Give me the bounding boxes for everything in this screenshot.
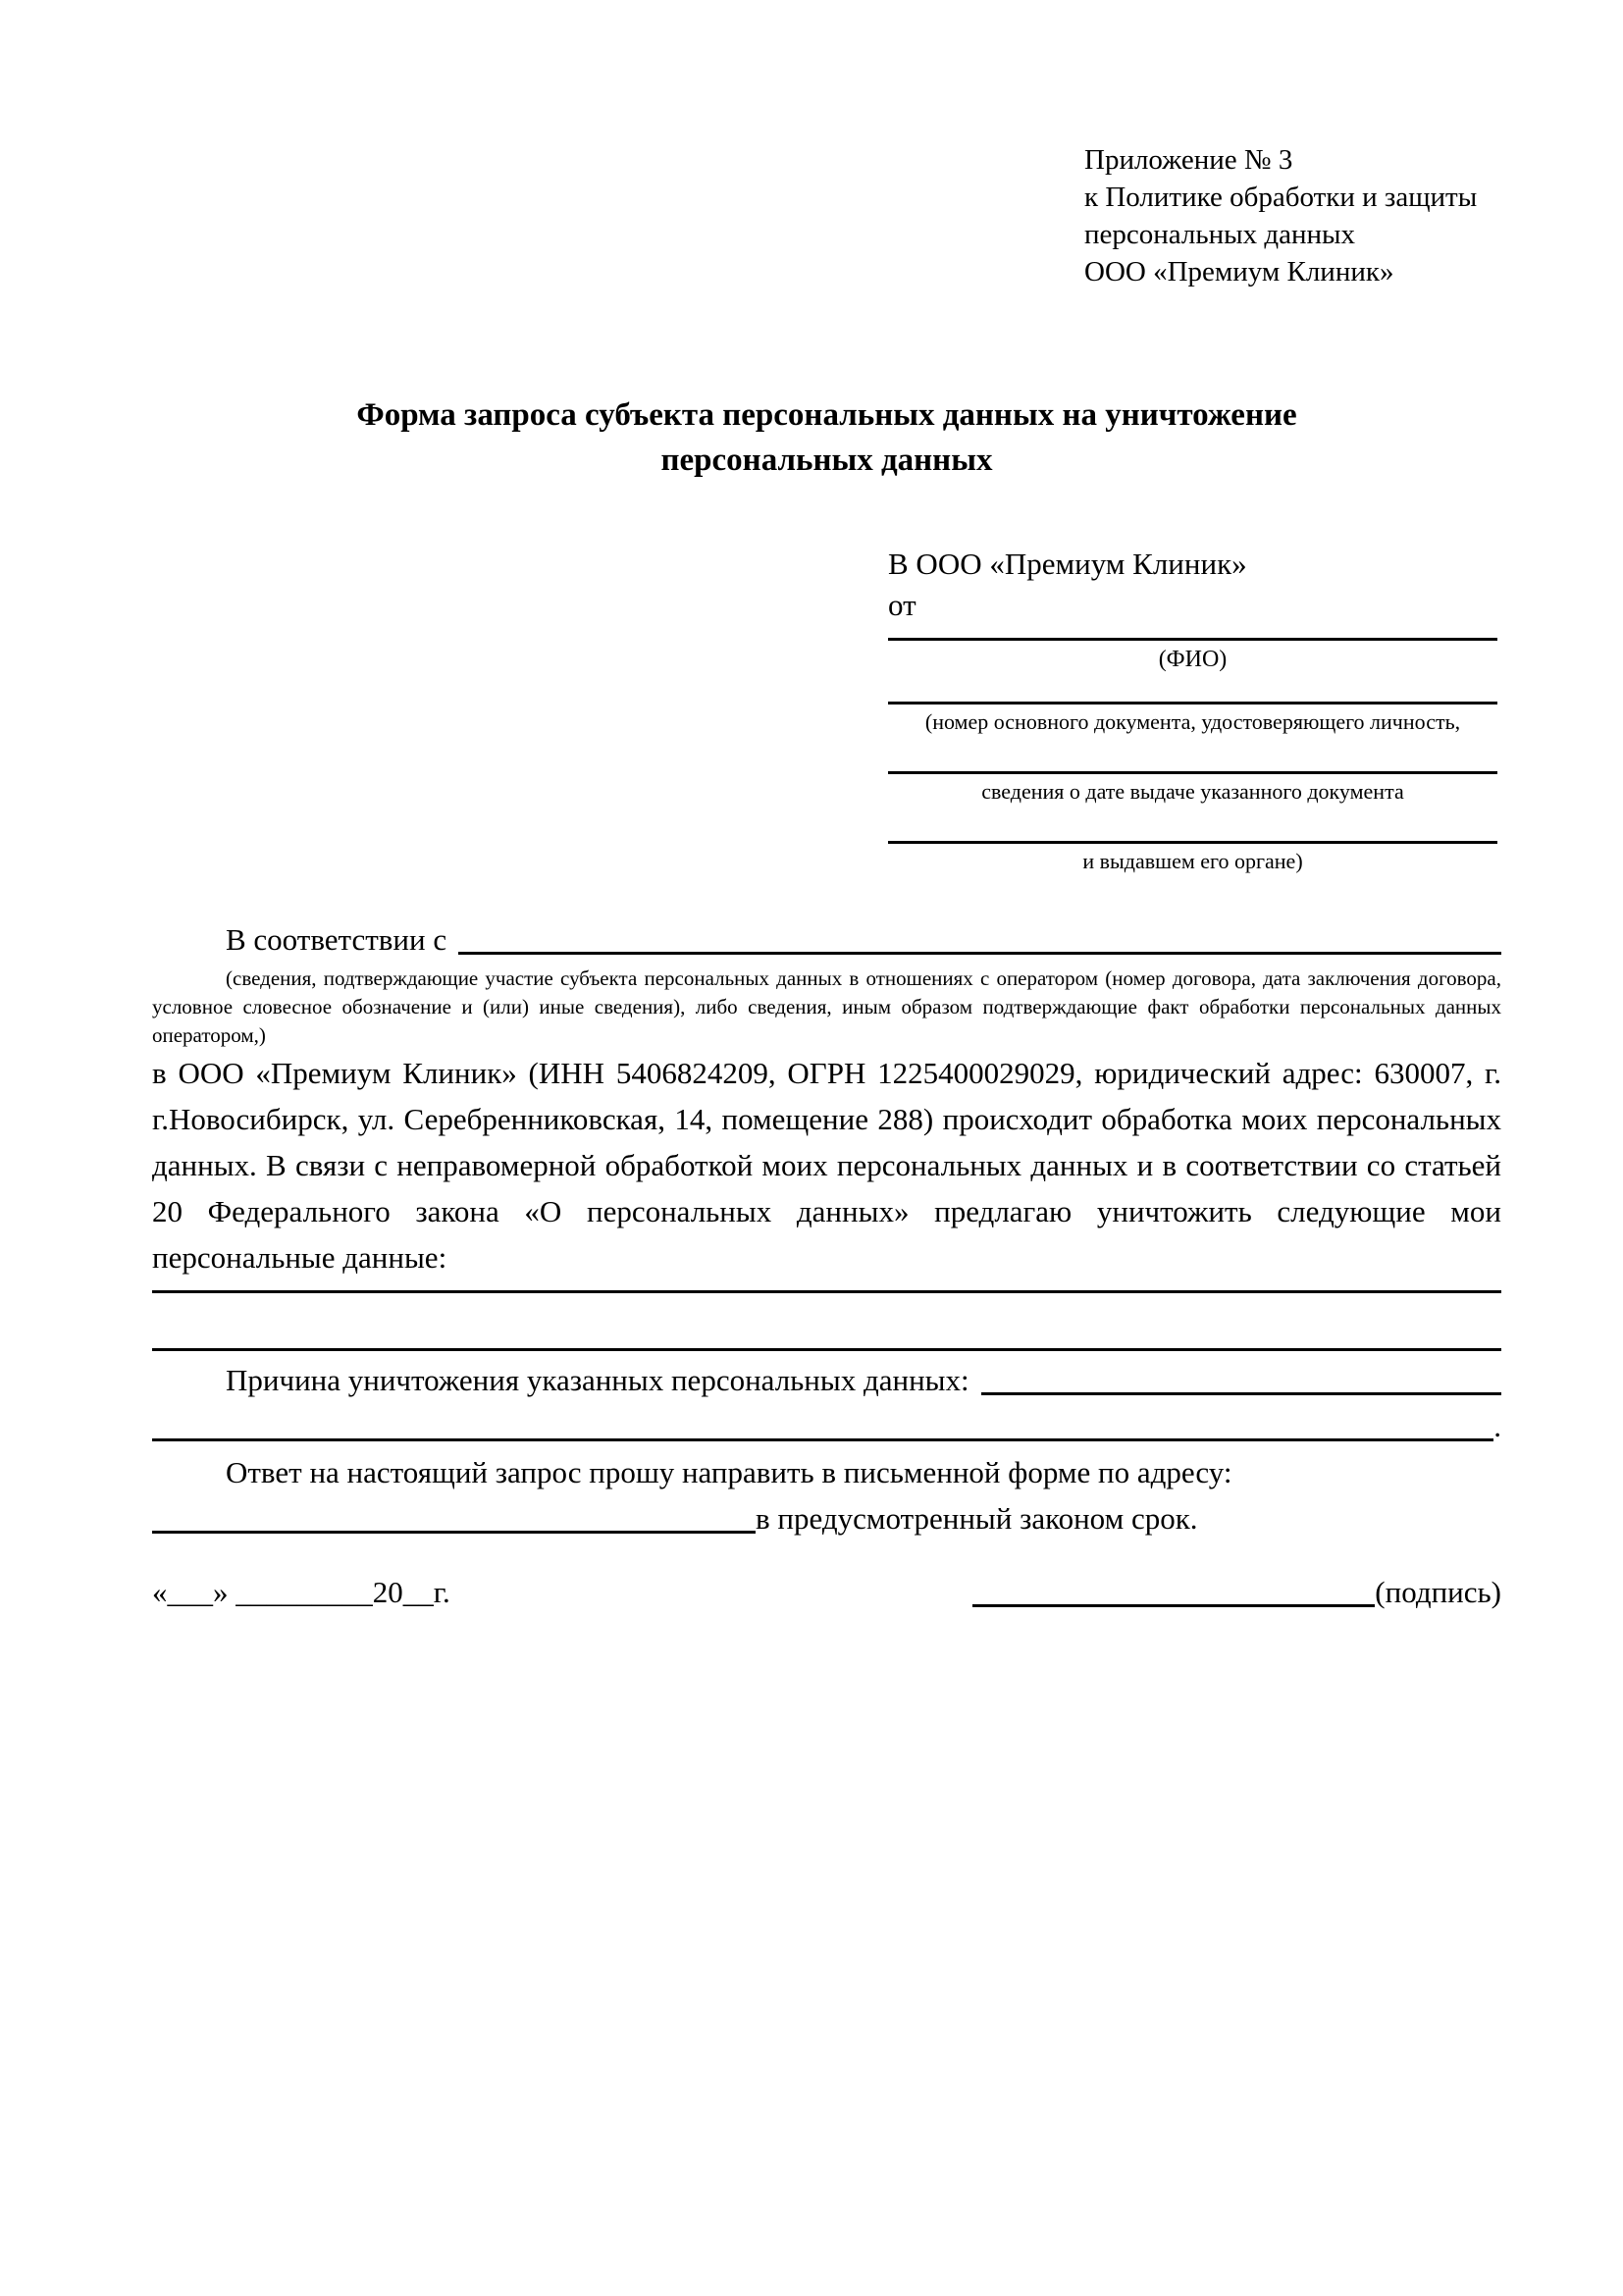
reason-label: Причина уничтожения указанных персональных данных: — [226, 1363, 969, 1397]
reason-continuation-line — [152, 1403, 1501, 1449]
gap — [969, 1357, 981, 1403]
blank-field-issue-date — [888, 771, 1497, 774]
blank-field-basis — [458, 952, 1501, 955]
appendix-header-line: персональных данных — [1084, 219, 1356, 250]
answer-suffix: в предусмотренный законом срок. — [756, 1501, 1198, 1536]
signature-caption: (подпись) — [1375, 1575, 1501, 1609]
blank-field-reason-continued — [152, 1438, 1493, 1441]
paragraph-indent — [152, 916, 226, 963]
caption-fio: (ФИО) — [1158, 647, 1228, 672]
according-label: В соответствии с — [226, 922, 447, 957]
appendix-header-line: ООО «Премиум Клиник» — [1084, 256, 1394, 287]
gap — [450, 1569, 973, 1615]
blank-field-data-line-1 — [152, 1290, 1501, 1293]
caption-issuing-authority: и выдавшем его органе) — [1082, 849, 1303, 873]
blank-field-signature — [972, 1604, 1375, 1607]
caption-doc-number: (номер основного документа, удостоверяющего личность, — [924, 709, 1461, 734]
blank-field-data-line-2 — [152, 1348, 1501, 1351]
page-title-line-1: Форма запроса субъекта персональных данных на уничтожение — [356, 397, 1297, 433]
basis-note: (сведения, подтверждающие участие субъекта персональных данных в отношениях с оператором (номер договора, дата заключения договора, условное словесное обозначение и (или) иные сведения), либо сведения, иным образом подтверждающие факт обработки персональных данных оператором,) — [152, 966, 1501, 1047]
addressee-to: В ООО «Премиум Клиник» — [888, 547, 1247, 581]
answer-paragraph: Ответ на настоящий запрос прошу направить в письменной форме по адресу: — [226, 1455, 1232, 1489]
addressee-block — [888, 544, 1497, 875]
blank-field-issuing-authority — [888, 841, 1497, 844]
gap — [446, 916, 458, 963]
blank-field-fio — [888, 638, 1497, 641]
date-line: «___» _________20__г. — [152, 1575, 450, 1609]
appendix-header — [1084, 141, 1501, 290]
page-title-line-2: персональных данных — [660, 443, 993, 478]
addressee-from-label: от — [888, 588, 916, 622]
gap — [1198, 1495, 1501, 1541]
appendix-header-line: Приложение № 3 — [1084, 144, 1293, 176]
page-title — [152, 392, 1501, 483]
according-line — [152, 916, 1501, 963]
caption-issue-date: сведения о дате выдаче указанного документа — [981, 779, 1404, 804]
reason-line — [152, 1357, 1501, 1403]
date-signature-row — [152, 1569, 1501, 1615]
appendix-header-line: к Политике обработки и защиты — [1084, 182, 1478, 213]
address-line — [152, 1495, 1501, 1541]
blank-field-reason — [981, 1392, 1501, 1395]
main-paragraph: в ООО «Премиум Клиник» (ИНН 5406824209, ОГРН 1225400029029, юридический адрес: 630007, г. г.Новосибирск, ул. Серебренниковская, 14, помещение 288) происходит обработка моих персональных данных. В связи с неправомерной обработкой моих персональных данных и в соответствии со статьей 20 Федерального закона «О персональных данных» предлагаю уничтожить следующие мои персональные данные: — [152, 1056, 1501, 1275]
document-content — [0, 141, 1623, 1615]
line-end-period: . — [1493, 1409, 1501, 1443]
blank-field-doc-number — [888, 702, 1497, 704]
blank-field-address — [152, 1531, 756, 1534]
paragraph-indent — [152, 1357, 226, 1403]
